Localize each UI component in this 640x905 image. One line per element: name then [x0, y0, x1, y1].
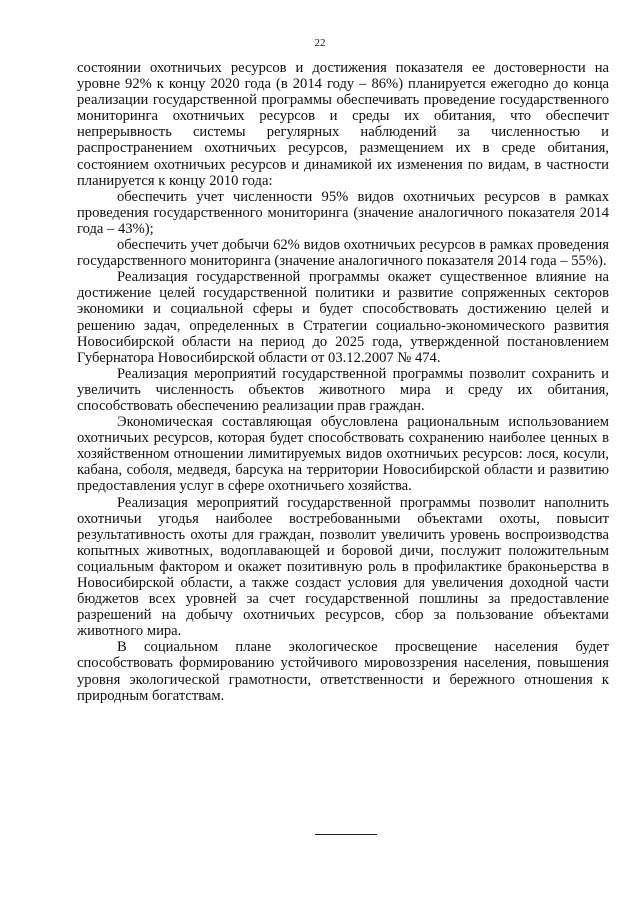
end-of-text-rule — [315, 834, 377, 835]
paragraph-strategy: Реализация государственной программы окажет существенное влияние на достижение целей государственной политики и развитие сопряженных секторов экономики и социальной сферы и будет способствовать достижению целей и решению задач, определенных в Стратегии социально-экономического развития Новосибирской области на период до 2025 года, утвержденной постановлением Губернатора Новосибирской области от 03.12.2007 № 474. — [77, 269, 609, 366]
paragraph-preservation: Реализация мероприятий государственной программы позволит сохранить и увеличить численность объектов животного мира и среду их обитания, способствовать обеспечению реализации прав граждан. — [77, 365, 609, 414]
paragraph-item-harvest: обеспечить учет добычи 62% видов охотничьих ресурсов в рамках проведения государственного мониторинга (значение аналогичного показателя 2014 года – 55%). — [77, 237, 609, 270]
body-text — [77, 60, 609, 704]
paragraph-hunting-grounds: Реализация мероприятий государственной программы позволит наполнить охотничьи угодья наиболее востребованными объектами охоты, повысит результативность охоты для граждан, позволит увеличить уровень воспроизводства копытных животных, водоплавающей и боровой дичи, послужит положительным социальным фактором и окажет позитивную роль в профилактике браконьерства в Новосибирской области, а также создаст условия для увеличения доходной части бюджетов всех уровней за счет государственной пошлины за предоставление разрешений на добычу охотничьих ресурсов, сбор за пользование объектами животного мира. — [77, 494, 609, 640]
page-number: 22 — [314, 37, 326, 49]
paragraph-continuation: состоянии охотничьих ресурсов и достижения показателя ее достоверности на уровне 92% к концу 2020 года (в 2014 году – 86%) планируется ежегодно до конца реализации государственной программы обеспечивать проведение государственного мониторинга охотничьих ресурсов и среды их обитания, что обеспечит непрерывность системы регулярных наблюдений за численностью и распространением охотничьих ресурсов, размещением их в среде обитания, состоянием охотничьих ресурсов и динамикой их изменения по видам, в частности планируется к концу 2010 года: — [77, 60, 609, 189]
paragraph-economic: Экономическая составляющая обусловлена рациональным использованием охотничьих ресурсов, которая будет способствовать сохранению наиболее ценных в хозяйственном отношении лимитируемых видов охотничьих ресурсов: лося, косули, кабана, соболя, медведя, барсука на территории Новосибирской области и развитию предоставления услуг в сфере охотничьего хозяйства. — [77, 414, 609, 495]
paragraph-social: В социальном плане экологическое просвещение населения будет способствовать формированию устойчивого мировоззрения населения, повышения уровня экологической грамотности, ответственности и бережного отношения к природным богатствам. — [77, 639, 609, 704]
paragraph-item-census: обеспечить учет численности 95% видов охотничьих ресурсов в рамках проведения государственного мониторинга (значение аналогичного показателя 2014 года – 43%); — [77, 188, 609, 237]
